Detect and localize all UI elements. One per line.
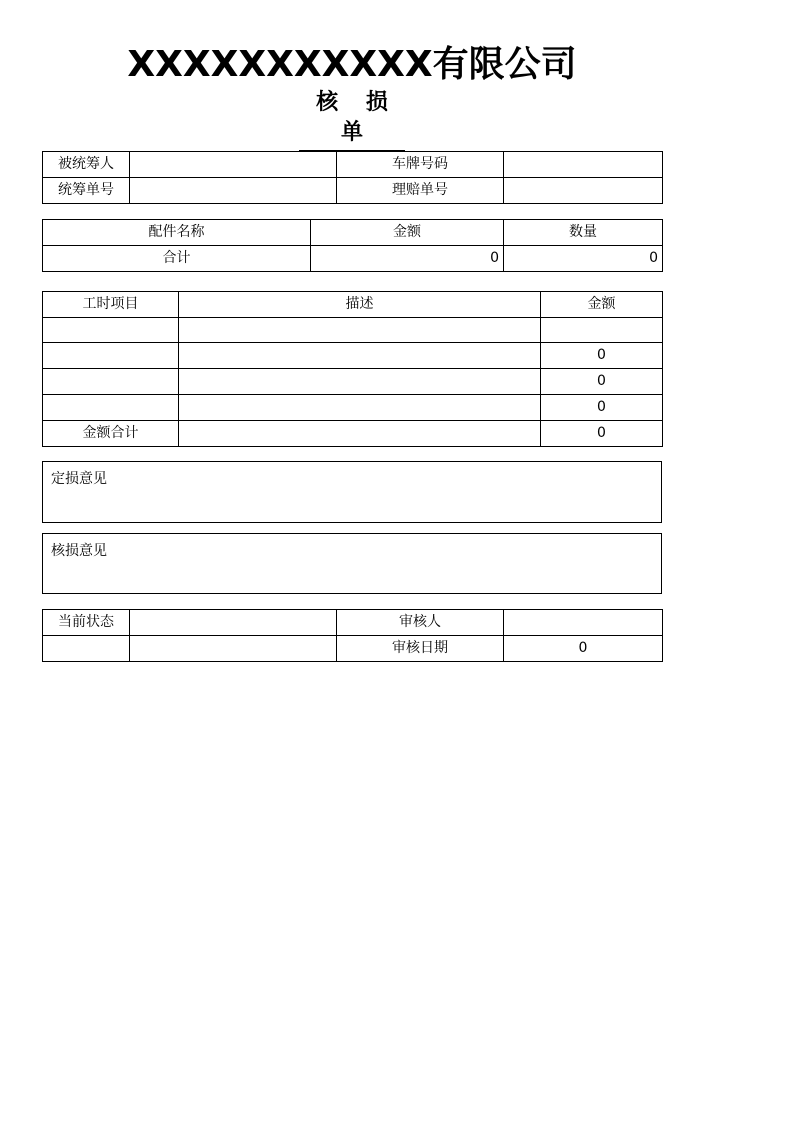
review-opinion-label: 核损意见 (51, 543, 107, 559)
labor-amount-cell[interactable]: 0 (541, 369, 663, 395)
parts-total-quantity[interactable]: 0 (504, 246, 663, 272)
labor-item-cell[interactable] (43, 369, 179, 395)
labor-desc-cell[interactable] (179, 343, 541, 369)
assessment-opinion-label: 定损意见 (51, 471, 107, 487)
pooling-number-value[interactable] (130, 178, 337, 204)
empty-value-cell[interactable] (130, 636, 337, 662)
reviewer-label: 审核人 (337, 610, 504, 636)
table-row (43, 610, 663, 636)
insured-person-value[interactable] (130, 152, 337, 178)
labor-item-cell[interactable] (43, 343, 179, 369)
insured-person-label: 被统筹人 (43, 152, 130, 178)
table-row (43, 395, 663, 421)
table-row (43, 636, 663, 662)
plate-number-value[interactable] (504, 152, 663, 178)
table-row (43, 369, 663, 395)
labor-amount-cell[interactable]: 0 (541, 343, 663, 369)
info-table (42, 151, 663, 204)
review-opinion-box[interactable] (42, 533, 662, 594)
parts-table (42, 219, 663, 272)
plate-number-label: 车牌号码 (337, 152, 504, 178)
labor-desc-cell[interactable] (179, 318, 541, 343)
part-amount-header: 金额 (311, 220, 504, 246)
review-date-value[interactable]: 0 (504, 636, 663, 662)
labor-total-desc[interactable] (179, 421, 541, 447)
table-row (43, 152, 663, 178)
labor-item-cell[interactable] (43, 318, 179, 343)
part-quantity-header: 数量 (504, 220, 663, 246)
labor-total-label: 金额合计 (43, 421, 179, 447)
table-header-row (43, 220, 663, 246)
labor-amount-cell[interactable] (541, 318, 663, 343)
labor-total-amount[interactable]: 0 (541, 421, 663, 447)
table-row (43, 343, 663, 369)
company-title: XXXXXXXXXXX有限公司 (127, 44, 577, 85)
labor-item-header: 工时项目 (43, 292, 179, 318)
reviewer-value[interactable] (504, 610, 663, 636)
table-row (43, 246, 663, 272)
review-date-label: 审核日期 (337, 636, 504, 662)
claim-number-label: 理赔单号 (337, 178, 504, 204)
assessment-opinion-box[interactable] (42, 461, 662, 523)
empty-label-cell (43, 636, 130, 662)
current-status-label: 当前状态 (43, 610, 130, 636)
document-title: 核 损 单 (299, 88, 405, 151)
part-name-header: 配件名称 (43, 220, 311, 246)
labor-table (42, 291, 663, 447)
labor-amount-header: 金额 (541, 292, 663, 318)
labor-desc-header: 描述 (179, 292, 541, 318)
labor-desc-cell[interactable] (179, 395, 541, 421)
labor-amount-cell[interactable]: 0 (541, 395, 663, 421)
claim-number-value[interactable] (504, 178, 663, 204)
status-table (42, 609, 663, 662)
table-row (43, 421, 663, 447)
parts-total-label: 合计 (43, 246, 311, 272)
labor-item-cell[interactable] (43, 395, 179, 421)
current-status-value[interactable] (130, 610, 337, 636)
pooling-number-label: 统筹单号 (43, 178, 130, 204)
table-row (43, 318, 663, 343)
table-header-row (43, 292, 663, 318)
labor-desc-cell[interactable] (179, 369, 541, 395)
parts-total-amount[interactable]: 0 (311, 246, 504, 272)
table-row (43, 178, 663, 204)
